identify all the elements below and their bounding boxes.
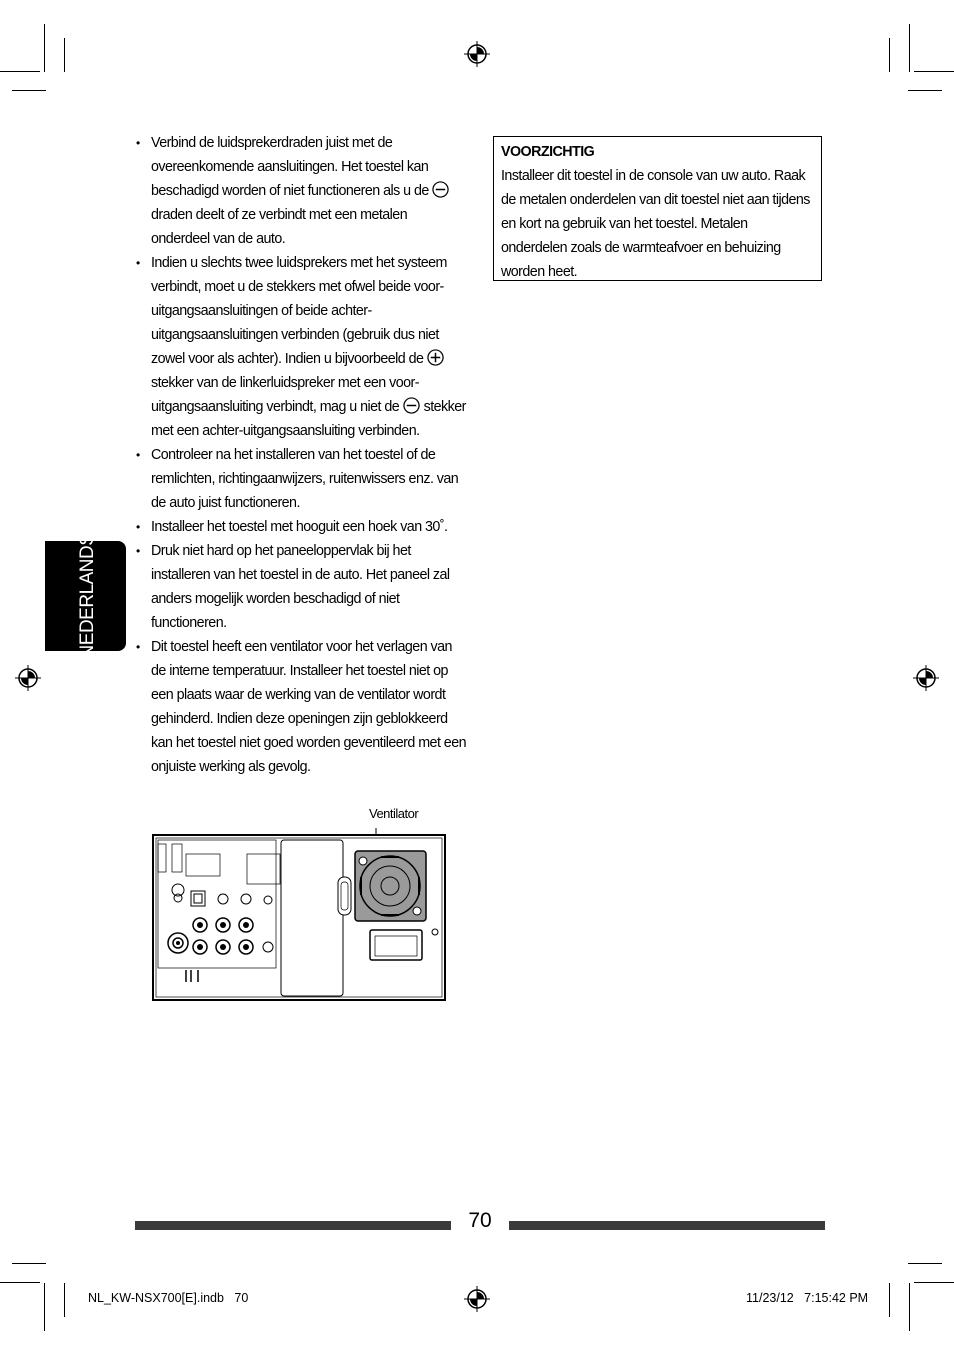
minus-icon [432,181,449,198]
crop-mark [12,1263,46,1264]
crop-mark [0,1282,40,1283]
list-item: • Indien u slechts twee luidsprekers met het systeem verbindt, moet u de stekkers met ofwel beide voor-uitgangsaansluitingen of beide achter-uitgangsaansluitingen verbinden (gebruik dus niet zowel voor als achter). Indien u bijvoorbeeld de stekker van de linkerluidspreker met een voor-uitgangsaansluiting verbindt, mag u niet de stekker met een achter-uitgangsaansluiting verbinden. [135,251,467,443]
minus-icon [403,397,420,414]
footer-bar-left [135,1221,451,1230]
registration-mark-icon [913,665,939,691]
unit-rear-panel-illustration [150,824,450,1004]
list-item: • Controleer na het installeren van het toestel of de remlichten, richtingaanwijzers, ruitenwissers enz. van de auto juist functioneren. [135,443,467,515]
crop-mark [889,38,890,72]
crop-mark [909,24,910,72]
list-item: • Installeer het toestel met hooguit een hoek van 30˚. [135,515,467,539]
crop-mark [914,1282,954,1283]
caution-body: Installeer dit toestel in de console van uw auto. Raak de metalen onderdelen van dit toestel niet aan tijdens en kort na gebruik van het toestel. Metalen onderdelen zoals de warmteafvoer en behuizing worden heet. [501,168,810,280]
crop-mark [889,1283,890,1317]
language-side-tab-label: NEDERLANDS [77,533,98,659]
registration-mark-icon [464,1286,490,1312]
crop-mark [64,1283,65,1317]
crop-mark [12,90,46,91]
crop-mark [64,38,65,72]
crop-mark [914,71,954,72]
crop-mark [908,90,942,91]
page-number: 70 [468,1209,492,1232]
crop-mark [44,1283,45,1331]
print-slug-filename: NL_KW-NSX700[E].indb 70 [88,1291,249,1305]
registration-mark-icon [464,41,490,67]
registration-mark-icon [15,665,41,691]
list-item: • Verbind de luidsprekerdraden juist met de overeenkomende aansluitingen. Het toestel kan beschadigd worden of niet functioneren als u de draden deelt of ze verbindt met een metalen onderdeel van de auto. [135,131,467,251]
crop-mark [44,24,45,72]
caution-title: VOORZICHTIG [501,144,595,160]
crop-mark [908,1263,942,1264]
fan-callout-label: Ventilator [369,806,419,821]
crop-mark [909,1283,910,1331]
caution-box [493,136,822,281]
footer-bar-right [509,1221,825,1230]
plus-icon [427,349,444,366]
instruction-list [135,131,467,779]
list-item: • Dit toestel heeft een ventilator voor het verlagen van de interne temperatuur. Installeer het toestel niet op een plaats waar de werking van de ventilator wordt gehinderd. Indien deze openingen zijn geblokkeerd kan het toestel niet goed worden geventileerd met een onjuiste werking als gevolg. [135,635,467,779]
crop-mark [0,71,40,72]
list-item: • Druk niet hard op het paneeloppervlak bij het installeren van het toestel in de auto. Het paneel zal anders mogelijk worden beschadigd of niet functioneren. [135,539,467,635]
print-slug-timestamp: 11/23/12 7:15:42 PM [746,1291,869,1305]
